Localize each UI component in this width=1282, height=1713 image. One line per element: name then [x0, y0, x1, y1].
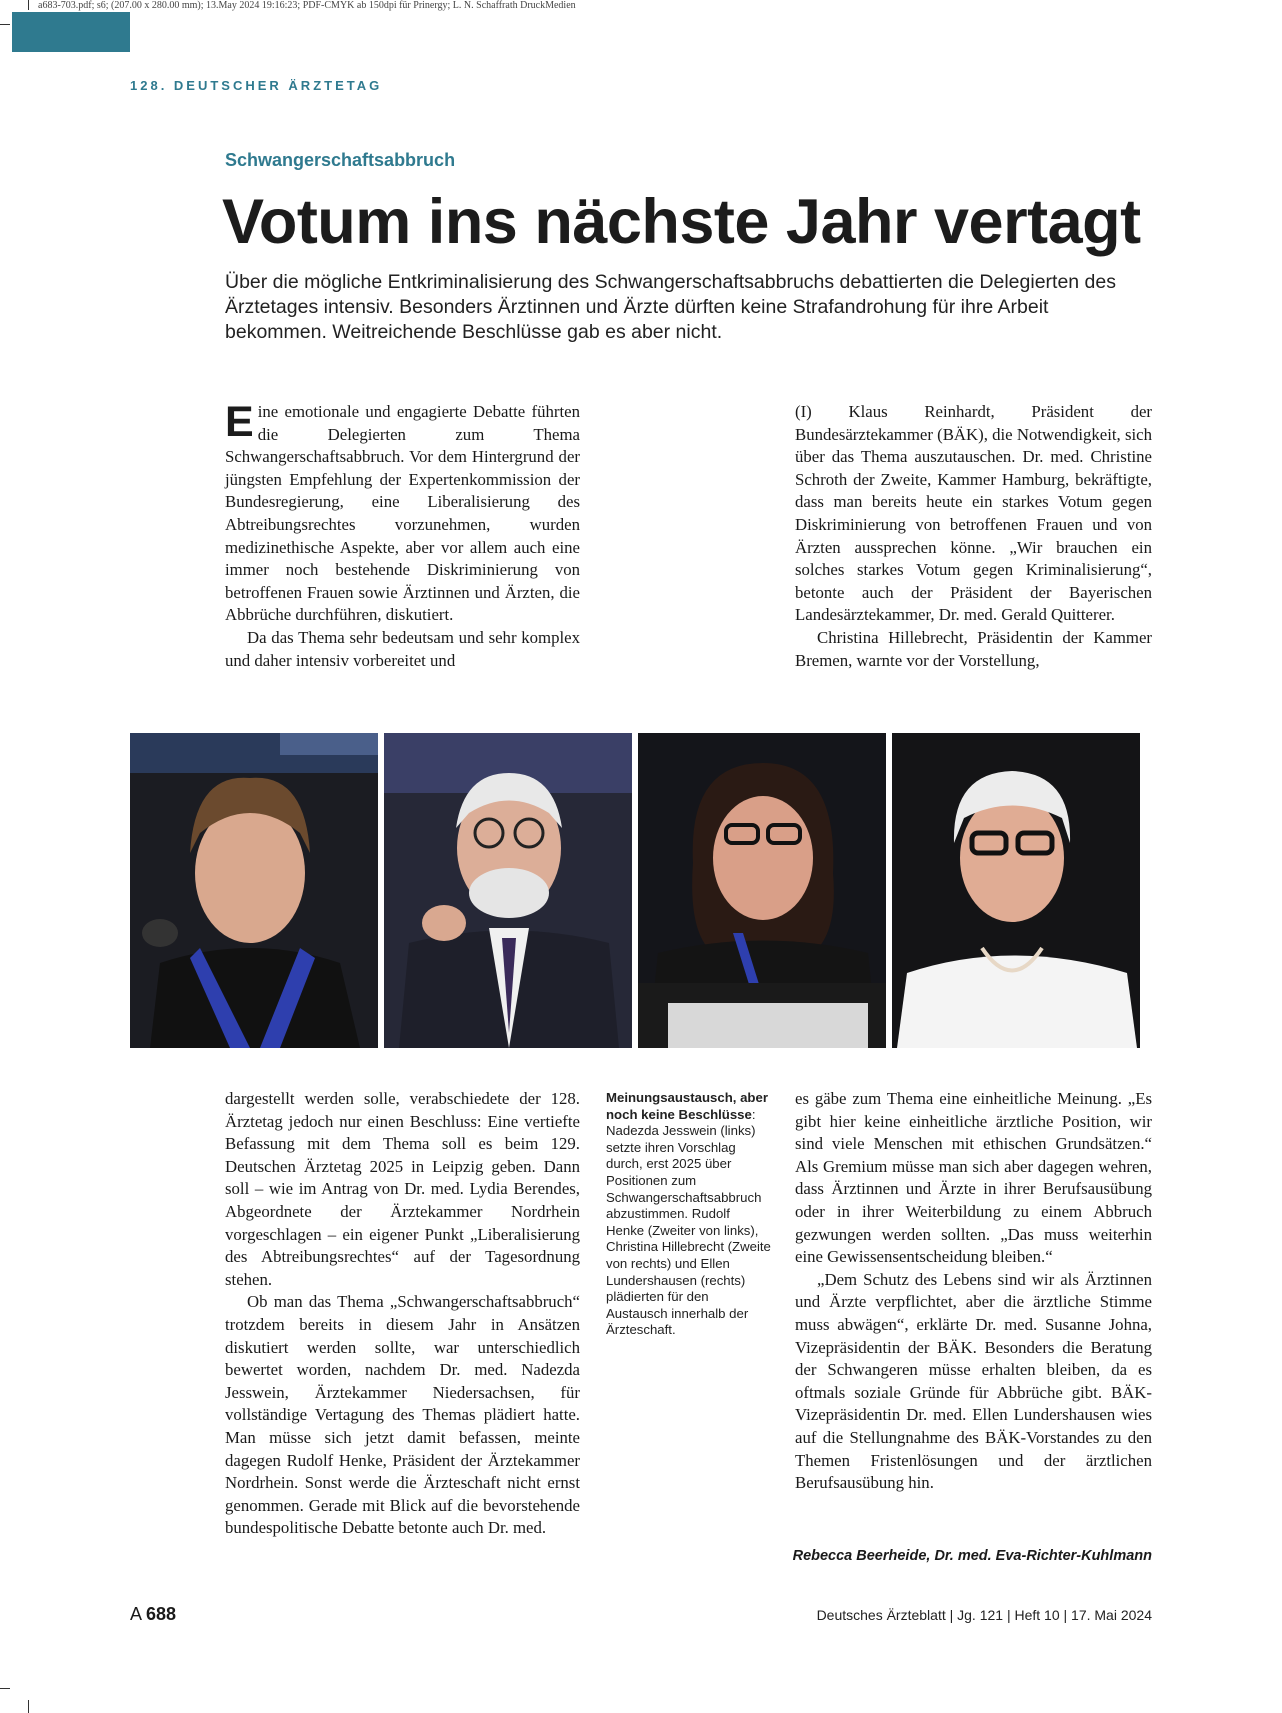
drop-cap: E [225, 398, 254, 446]
photo-speaker-3 [638, 733, 886, 1048]
photo-speaker-4 [892, 733, 1140, 1048]
photo-speaker-1 [130, 733, 378, 1048]
body-column-4 [795, 1088, 1152, 1495]
body-paragraph: Ob man das Thema „Schwangerschaftsabbruch“ trotzdem bereits in diesem Jahr in Ansätzen diskutiert werden sollte, war unterschiedlich bewertet worden, nachdem Dr. med. Nadezda Jesswein, Ärztekammer Niedersachsen, für vollständige Vertagung des Themas plädiert hatte. Man müsse sich jetzt damit befassen, meinte dagegen Rudolf Henke, Präsident der Ärztekammer Nordrhein. Sonst werde die Ärzteschaft nicht ernst genommen. Gerade mit Blick auf die bevorstehende bundespolitische Debatte betonte auch Dr. med. [225, 1292, 580, 1538]
body-paragraph: (I) Klaus Reinhardt, Präsident der Bundesärztekammer (BÄK), die Notwendigkeit, sich über das Thema auszutauschen. Dr. med. Christine Schroth der Zweite, Kammer Hamburg, bekräftigte, dass man bereits heute ein starkes Votum gegen Diskriminierung von betroffenen Frauen und von Ärzten aussprechen könne. „Wir brauchen ein solches starkes Votum gegen Kriminalisierung“, betonte auch der Präsident der Bayerischen Landesärztekammer, Dr. med. Gerald Quitterer. [795, 402, 1152, 625]
print-info-line: a683-703.pdf; s6; (207.00 x 280.00 mm); 13.May 2024 19:16:23; PDF-CMYK ab 150dpi für Prinergy; L. N. Schaffrath DruckMedien [38, 0, 576, 11]
headline: Votum ins nächste Jahr vertagt [222, 187, 1141, 257]
crop-mark [28, 0, 29, 10]
crop-mark [0, 24, 10, 25]
body-paragraph: „Dem Schutz des Lebens sind wir als Ärztinnen und Ärzte verpflichtet, aber die ärztliche Stimme muss abwägen“, erklärte Dr. med. Susanne Johna, Vizepräsidentin der BÄK. Besonders die Beratung der Schwangeren müsse erhalten bleiben, da es oftmals soziale Gründe für Abbrüche gibt. BÄK-Vizepräsidentin Dr. med. Ellen Lundershausen wies auf die Stellungnahme des BÄK-Vorstandes zu den Themen Fristenlösungen und der ärztlichen Berufsausübung hin. [795, 1269, 1152, 1493]
lead-paragraph: Über die mögliche Entkriminalisierung des Schwangerschaftsabbruchs debattierten die Delegierten des Ärztetages intensiv. Besonders Ärztinnen und Ärzte dürften keine Strafandrohung für ihre Arbeit bekommen. Weitreichende Beschlüsse gab es aber nicht. [225, 271, 1116, 343]
body-column-3 [225, 1088, 580, 1540]
photo-speaker-2 [384, 733, 632, 1048]
author-byline: Rebecca Beerheide, Dr. med. Eva-Richter-Kuhlmann [792, 1548, 1152, 1564]
page-number [130, 1604, 176, 1625]
crop-mark [0, 1688, 10, 1689]
body-paragraph: Da das Thema sehr bedeutsam und sehr komplex und daher intensiv vorbereitet und [225, 627, 580, 670]
section-kicker: 128. DEUTSCHER ÄRZTETAG [130, 78, 383, 93]
photo-caption [606, 1090, 771, 1339]
topic-label: Schwangerschaftsabbruch [225, 150, 456, 170]
crop-mark [28, 1700, 29, 1713]
body-column-1 [225, 398, 580, 672]
body-paragraph: dargestellt werden solle, verabschiedete der 128. Ärztetag jedoch nur einen Beschluss: Eine vertiefte Befassung mit dem Thema soll es beim 129. Deutschen Ärztetag 2025 in Leipzig geben. Dann soll – wie im Antrag von Dr. med. Lydia Berendes, Abgeordnete der Ärztekammer Nordrhein vorgeschlagen – ein eigener Punkt „Liberalisierung des Abtreibungsrechtes“ auf der Tagesordnung stehen. [225, 1089, 580, 1289]
body-column-2 [795, 401, 1152, 672]
caption-title: Meinungsaustausch, aber noch keine Beschlüsse [606, 1090, 768, 1122]
caption-text: : Nadezda Jesswein (links) setzte ihren Vorschlag durch, erst 2025 über Positionen zum Schwangerschaftsabbruch abzustimmen. Rudolf Henke (Zweiter von links), Christina Hillebrecht (Zweite von rechts) und Ellen Lundershausen (rechts) plädierten für den Austausch innerhalb der Ärzteschaft. [606, 1106, 771, 1338]
body-paragraph: es gäbe zum Thema eine einheitliche Meinung. „Es gibt hier keine einheitliche ärztliche Position, wir sind viele Menschen mit ethischen Grundsätzen.“ Als Gremium müsse man sich aber dagegen wehren, dass Ärztinnen und Ärzte in ihrer Berufsausübung oder in ihrer Weiterbildung zu einem Abbruch gezwungen werden sollten. „Das muss weiterhin eine Gewissensentscheidung bleiben.“ [795, 1089, 1152, 1267]
page-prefix: A [130, 1604, 142, 1624]
body-paragraph: Christina Hillebrecht, Präsidentin der Kammer Bremen, warnte vor der Vorstellung, [795, 627, 1152, 670]
page-number-value: 688 [146, 1604, 177, 1624]
photo-strip [130, 733, 1140, 1048]
color-bar [12, 12, 130, 52]
body-paragraph: ine emotionale und engagierte Debatte führten die Delegierten zum Thema Schwangerschaftsabbruch. Vor dem Hintergrund der jüngsten Empfehlung der Expertenkommission der Bundesregierung, eine Liberalisierung des Abtreibungsrechtes vorzunehmen, wurden medizinethische Aspekte, aber vor allem auch eine immer noch bestehende Diskriminierung von betroffenen Frauen sowie Ärztinnen und Ärzten, die Abbrüche durchführen, diskutiert. [225, 402, 580, 625]
publication-footer: Deutsches Ärzteblatt | Jg. 121 | Heft 10 | 17. Mai 2024 [816, 1607, 1152, 1623]
